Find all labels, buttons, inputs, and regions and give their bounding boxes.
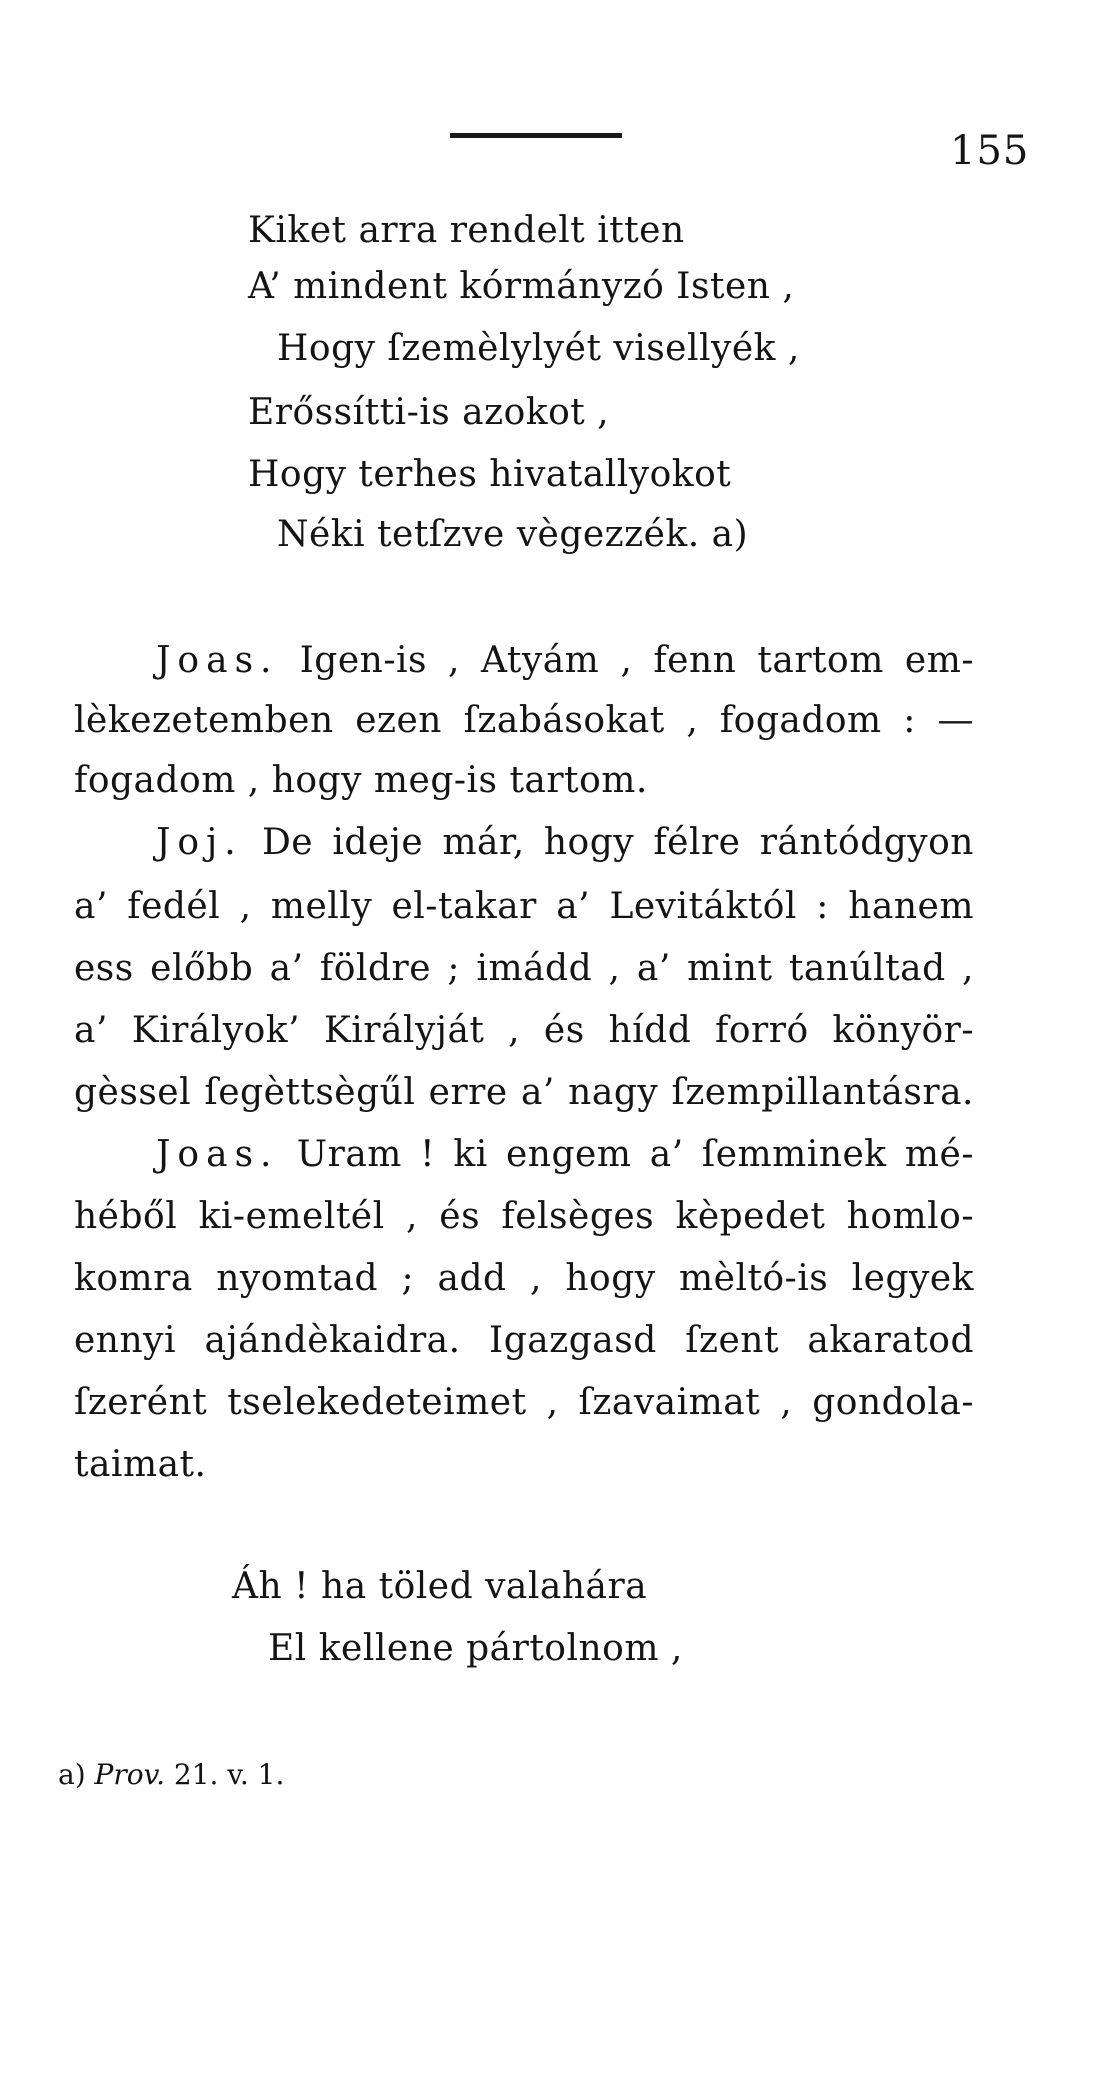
page-number: 155 — [950, 128, 1030, 174]
prose-line: ennyi ajándèkaidra. Igazgasd ſzent akaratod — [74, 1320, 974, 1361]
prose-line: lèkezetemben ezen ſzabásokat , fogadom : — — [74, 700, 974, 741]
speaker-name: Joas. — [156, 1134, 279, 1175]
prose-line: a’ fedél , melly el-takar a’ Levitáktól : hanem — [74, 886, 974, 927]
prose-line: héből ki-emeltél , és felsèges kèpedet homlo- — [74, 1196, 974, 1237]
prose-line: ſzerént tselekedeteimet , ſzavaimat , gondola- — [74, 1382, 974, 1423]
prose-line: a’ Királyok’ Királyját , és hídd forró könyör- — [74, 1010, 974, 1051]
prose-line: ess előbb a’ földre ; imádd , a’ mint tanúltad , — [74, 948, 974, 989]
prose-line: gèssel ſegèttsègűl erre a’ nagy ſzempillantásra. — [74, 1072, 974, 1113]
prose-text: De ideje már, hogy félre rántódgyon — [261, 822, 974, 863]
verse-line: Néki tetſzve vègezzék. a) — [277, 514, 749, 555]
speaker-name: Joas. — [156, 640, 279, 681]
footnote-marker: a) — [58, 1758, 86, 1791]
prose-text: Igen-is , Atyám , fenn tartom em- — [299, 640, 974, 681]
prose-line — [156, 822, 974, 863]
verse-line: Hogy terhes hivatallyokot — [248, 454, 732, 495]
prose-text: Uram ! ki engem a’ ſemminek mé- — [296, 1134, 974, 1175]
footnote-reference-rest: 21. v. 1. — [173, 1758, 285, 1791]
prose-line — [156, 640, 974, 681]
verse-line: A’ mindent kórmányzó Isten , — [248, 266, 795, 307]
prose-line: taimat. — [74, 1444, 207, 1485]
verse-line: Erőssítti-is azokot , — [248, 392, 610, 433]
footnote — [58, 1758, 284, 1791]
verse-line: Hogy ſzemèlylyét visellyék , — [277, 328, 800, 369]
verse-line: Áh ! ha töled valahára — [232, 1566, 648, 1607]
verse-line: El kellene pártolnom , — [268, 1628, 683, 1669]
speaker-name: Joj. — [156, 822, 243, 863]
prose-line — [156, 1134, 974, 1175]
verse-line: Kiket arra rendelt itten — [248, 210, 685, 251]
prose-line: fogadom , hogy meg-is tartom. — [74, 760, 648, 801]
header-rule — [450, 133, 622, 138]
prose-line: komra nyomtad ; add , hogy mèltó-is legyek — [74, 1258, 974, 1299]
footnote-reference-title: Prov. — [94, 1758, 166, 1791]
